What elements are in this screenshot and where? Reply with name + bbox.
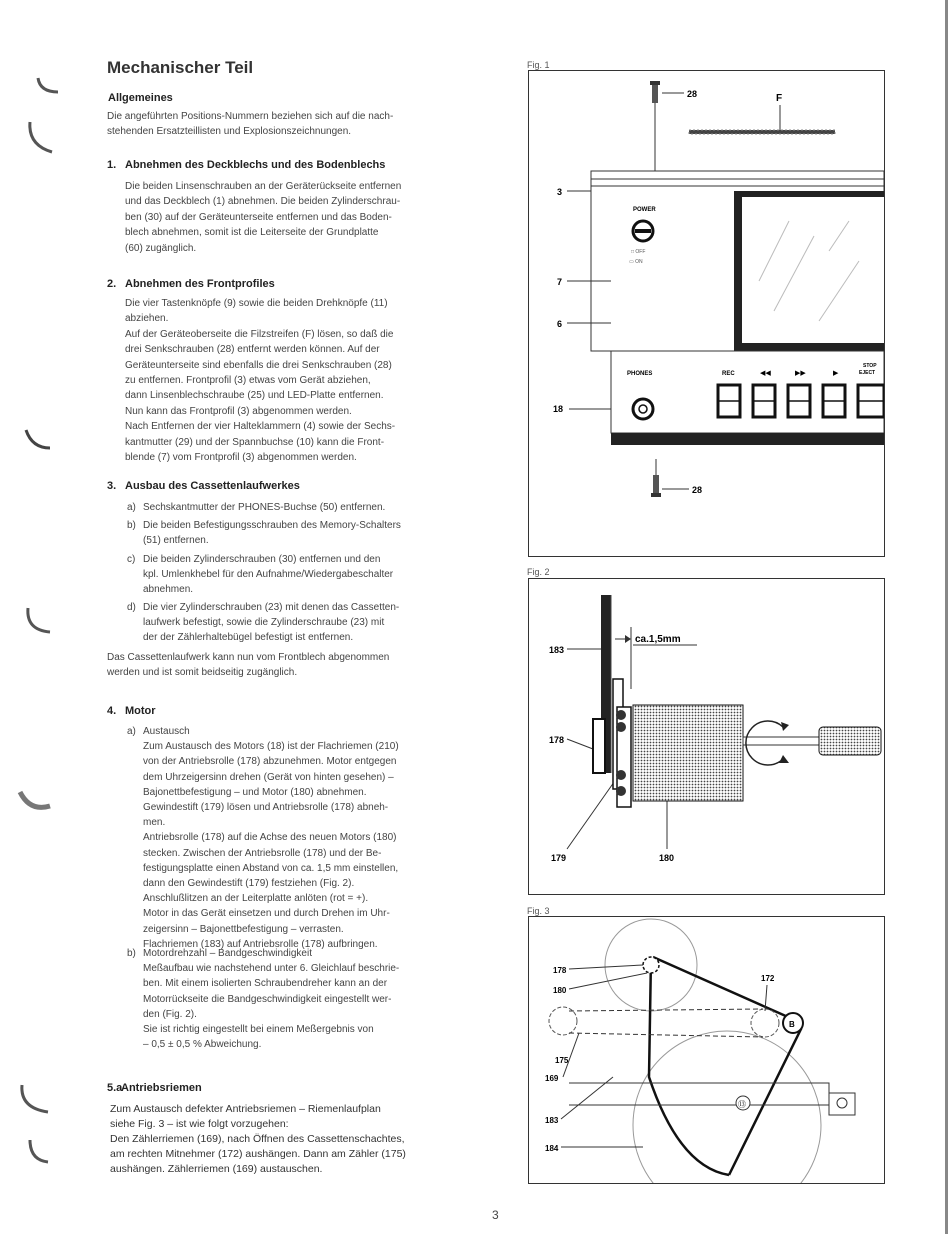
belt-169 xyxy=(569,1009,763,1037)
section-5a-text: Zum Austausch defekter Antriebsriemen – Riemenlaufplan siehe Fig. 3 – ist wie folgt vorzugehen: Den Zählerriemen (169), nach Öffnen des Cassettenschachtes, am rechten Mitnehmer (172) aushängen. Dann am Zähler (175) aushängen. Zählerriemen (169) austauschen. xyxy=(110,1103,406,1175)
section-3-heading: 3. Ausbau des Cassettenlaufwerkes xyxy=(107,480,300,492)
section-3-item-c: c) Die beiden Zylinderschrauben (30) entfernen und den kpl. Umlenkhebel für den Aufnahme/Wiedergabeschalter abnehmen. xyxy=(127,554,394,596)
section-1-heading: 1. Abnehmen des Deckblechs und des Bodenblechs xyxy=(107,159,386,171)
eject-label: EJECT xyxy=(859,370,876,376)
callout-172: 172 xyxy=(761,974,775,983)
callout-28-bottom: 28 xyxy=(692,485,703,495)
callout-6: 6 xyxy=(557,319,563,329)
section-1-text: Die beiden Linsenschrauben an der Geräterückseite entfernen und das Deckblech (1) abnehmen. Die beiden Zylinderschrau- ben (30) auf der Geräteunterseite entfernen und das Boden- blech abnehmen, somit ist die Leiterseite der Grundplatte (60) zugänglich. xyxy=(125,181,402,254)
gap-label: ca.1,5mm xyxy=(635,634,681,645)
felt-strip xyxy=(689,130,835,134)
callout-184: 184 xyxy=(545,1144,559,1153)
callout-179: 179 xyxy=(551,853,567,863)
screw-icon xyxy=(650,81,660,103)
phones-label: PHONES xyxy=(627,371,653,377)
callout-28-top: 28 xyxy=(687,89,698,99)
rewind-icon: ◀◀ xyxy=(760,370,771,377)
fig1-drawing xyxy=(529,71,884,556)
heading-allgemeines: Allgemeines xyxy=(108,92,173,104)
svg-text:□ OFF: □ OFF xyxy=(631,249,646,255)
fig3-frame xyxy=(528,916,885,1184)
motor-body xyxy=(633,705,743,801)
callout-180: 180 xyxy=(553,986,567,995)
fig1-label: Fig. 1 xyxy=(527,60,550,70)
page-number: 3 xyxy=(492,1208,499,1222)
fig2-label: Fig. 2 xyxy=(527,567,550,577)
page-title: Mechanischer Teil xyxy=(107,58,254,77)
screwdriver-icon xyxy=(819,727,881,755)
power-label: POWER xyxy=(633,207,656,213)
belt-183 xyxy=(653,957,801,1175)
section-3-item-d: d) Die vier Zylinderschrauben (23) mit denen das Cassetten- laufwerk befestigt, sowie die Zylinderschraube (23) mit der der Zählerhaltebügel befestigt ist entfernen. xyxy=(127,602,400,644)
callout-b: B xyxy=(789,1020,795,1029)
fast-forward-icon: ▶▶ xyxy=(795,370,806,377)
section-3-item-b: b) Die beiden Befestigungsschrauben des Memory-Schalters (51) entfernen. xyxy=(127,520,401,547)
callout-178: 178 xyxy=(549,735,565,745)
section-4-item-b: b) Motordrehzahl – Bandgeschwindigkeit Meßaufbau wie nachstehend unter 6. Gleichlauf beschrie- ben. Mit einem isolierten Schraubendreher kann an der Motorrückseite die Bandgeschwindigkeit eingestellt wer- den (Fig. 2). Sie ist richtig eingestellt bei einem Meßergebnis von – 0,5 ± 0,5 % Abweichung. xyxy=(127,948,400,1051)
section-2-heading: 2. Abnehmen des Frontprofiles xyxy=(107,278,275,290)
callout-18: 18 xyxy=(553,404,564,414)
section-5a-heading: 5.aAntriebsriemen xyxy=(107,1082,202,1094)
callout-3: 3 xyxy=(557,187,563,197)
stop-label: STOP xyxy=(863,363,877,369)
section-3-closing: Das Cassettenlaufwerk kann nun vom Frontblech abgenommen werden und ist somit beidseitig zugänglich. xyxy=(107,652,390,679)
section-4-heading: 4. Motor xyxy=(107,705,156,717)
page-edge xyxy=(945,0,948,1234)
fig1-frame xyxy=(528,70,885,557)
svg-text:▭ ON: ▭ ON xyxy=(629,259,643,265)
fig3-drawing xyxy=(529,917,884,1183)
section-3-item-a: a) Sechskantmutter der PHONES-Buchse (50) entfernen. xyxy=(127,502,386,513)
callout-7: 7 xyxy=(557,277,563,287)
play-icon: ▶ xyxy=(833,370,839,377)
callout-178: 178 xyxy=(553,966,567,975)
fig2-frame xyxy=(528,578,885,895)
callout-183: 183 xyxy=(545,1116,559,1125)
section-2-text: Die vier Tastenknöpfe (9) sowie die beiden Drehknöpfe (11) abziehen. Auf der Geräteoberseite die Filzstreifen (F) lösen, so daß die drei Senkschrauben (28) entfernt werden können. Auf der Geräteunterseite sind ebenfalls die drei Senkschrauben (28) zu entfernen. Frontprofil (3) etwas vom Gerät abziehen, dann Linsenblechschraube (25) und LED-Platte entfernen. Nun kann das Frontprofil (3) abgenommen werden. Nach Entfernen der vier Halteklammern (4) sowie der Sechs- kantmutter (29) und der Spannbuchse (10) kann die Front- blende (7) vom Frontprofil (3) abgenommen werden. xyxy=(125,298,396,464)
callout-183: 183 xyxy=(549,645,565,655)
callout-180: 180 xyxy=(659,853,675,863)
fig3-label: Fig. 3 xyxy=(527,906,550,916)
callout-13: ⑬ xyxy=(738,1100,746,1109)
callout-169: 169 xyxy=(545,1074,559,1083)
rec-label: REC xyxy=(722,371,735,377)
section-4-item-a: a) Austausch Zum Austausch des Motors (18) ist der Flachriemen (210) von der Antriebsrolle (178) abzunehmen. Motor entgegen dem Uhrzeigersinn drehen (Gerät von hinten gesehen) – Bajonettbefestigung – und Motor (180) abnehmen. Gewindestift (179) lösen und Antriebsrolle (178) abneh- men. Antriebsrolle (178) auf die Achse des neuen Motors (180) stecken. Zwischen der Antriebsrolle (178) und der Be- festigungsplatte einen Abstand von ca. 1,5 mm einstellen, dann den Gewindestift (179) festziehen (Fig. 2). Anschlußlitzen an der Leiterplatte anlöten (rot = +). Motor in das Gerät einsetzen und durch Drehen im Uhr- zeigersinn – Bajonettbefestigung – verrasten. Flachriemen (183) auf Antriebsrolle (178) aufbringen. xyxy=(127,726,399,950)
allgemeines-text: Die angeführten Positions-Nummern beziehen sich auf die nach- stehenden Ersatzteillisten und Explosionszeichnungen. xyxy=(107,111,394,138)
callout-f: F xyxy=(776,93,783,104)
callout-175: 175 xyxy=(555,1056,569,1065)
screw-icon-bottom xyxy=(651,475,661,497)
fig2-drawing xyxy=(529,579,884,894)
belt-184 xyxy=(649,957,729,1175)
binding-marks xyxy=(0,0,60,1234)
